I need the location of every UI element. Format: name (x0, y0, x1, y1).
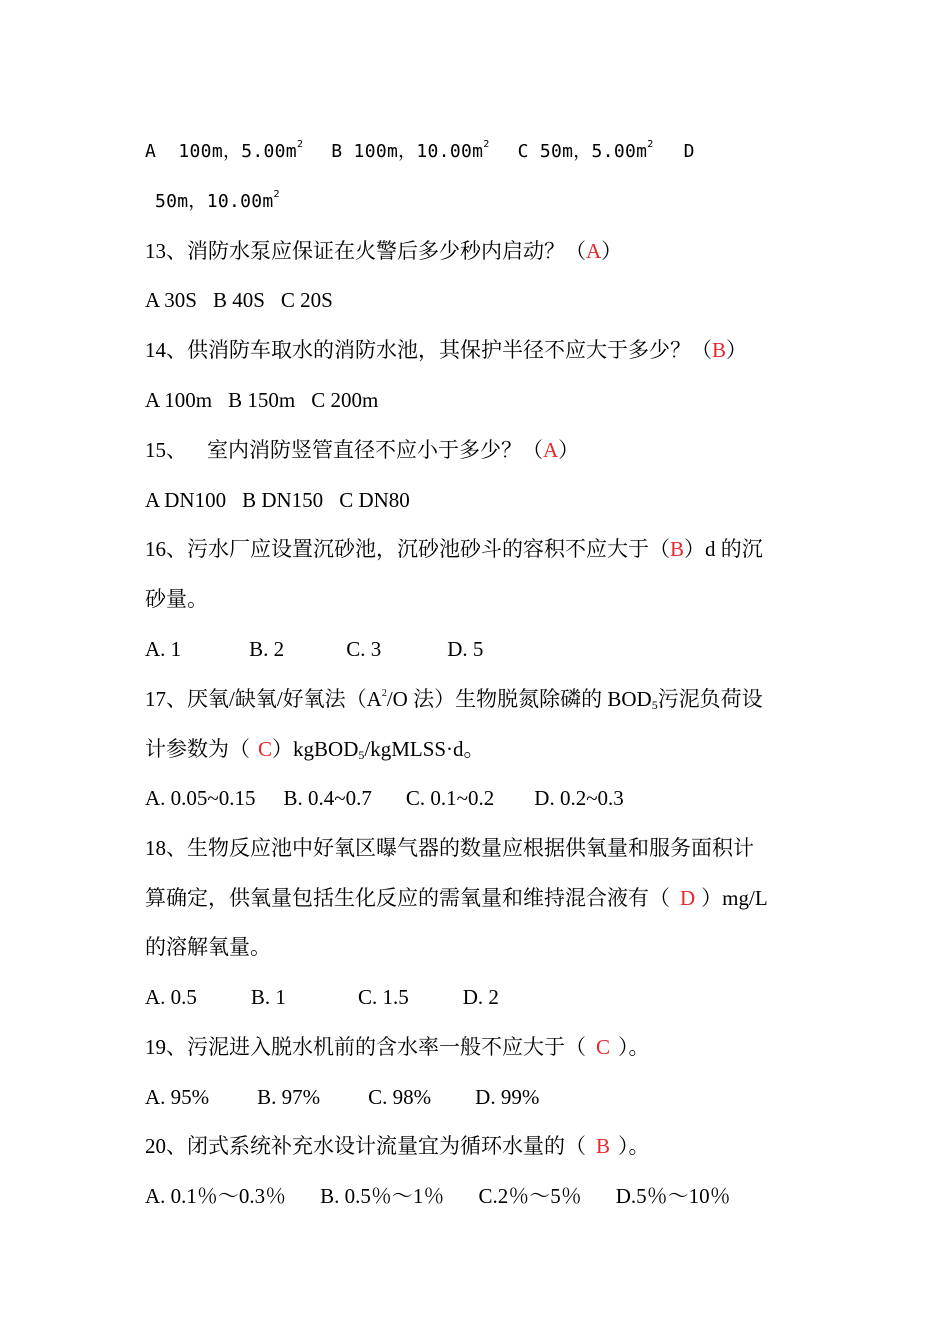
question-15: 15、 室内消防竖管直径不应小于多少？（A） (145, 438, 580, 462)
question-16-line2: 砂量。 (145, 587, 208, 611)
option: C. 1.5 (357, 985, 409, 1009)
option: D. 5 (447, 637, 484, 661)
options-16 (145, 634, 810, 664)
question-18-line3: 的溶解氧量。 (145, 935, 271, 959)
option: C DN80 (339, 488, 410, 512)
option: D. 0.2~0.3 (534, 786, 624, 810)
option: A. 0.1％～0.3％ (145, 1184, 287, 1208)
option: A. 0.05~0.15 (145, 786, 256, 810)
option: A DN100 (145, 488, 227, 512)
answer-18: D (680, 886, 696, 910)
q12-options-line2: 50m，$10.00m^2$ (155, 189, 280, 212)
option: C. 0.1~0.2 (405, 786, 495, 810)
answer-20: B (596, 1134, 611, 1158)
answer-16: B (670, 537, 685, 561)
option: B. 97% (257, 1085, 321, 1109)
options-15 (145, 485, 810, 515)
question-18-line2: 算确定，供氧量包括生化反应的需氧量和维持混合液有（ D ）mg/L (145, 886, 768, 910)
question-20: 20、闭式系统补充水设计流量宜为循环水量的（ B ）。 (145, 1134, 650, 1158)
option: B. 1 (250, 985, 286, 1009)
answer-17: C (258, 737, 273, 761)
q12-option-a: A 100m，$5.00m^2$ (145, 139, 304, 162)
option: C. 98% (368, 1085, 432, 1109)
options-14 (145, 385, 810, 415)
answer-14: B (712, 338, 727, 362)
option: A. 95% (145, 1085, 210, 1109)
option: B 40S (212, 288, 265, 312)
option: A. 0.5 (145, 985, 197, 1009)
options-19 (145, 1082, 810, 1112)
option: B DN150 (242, 488, 324, 512)
answer-15: A (543, 438, 559, 462)
options-17 (145, 783, 810, 813)
question-17-line2: 计参数为（ C）kgBOD$_5$/kgMLSS·d。 (145, 737, 485, 762)
option: B. 0.5％～1％ (320, 1184, 445, 1208)
option: C 20S (280, 288, 333, 312)
option: D.5％～10％ (615, 1184, 731, 1208)
option: D. 2 (462, 985, 499, 1009)
option: B 150m (228, 388, 296, 412)
q12-options-line1 (145, 137, 810, 167)
q12-option-c: C 50m，$5.00m^2$ (517, 139, 654, 162)
q12-option-d: D (683, 141, 695, 162)
answer-19: C (596, 1035, 611, 1059)
option: A. 1 (145, 637, 182, 661)
answer-13: A (586, 239, 602, 263)
option: C.2％～5％ (478, 1184, 582, 1208)
option: A 30S (145, 288, 197, 312)
option: C 200m (311, 388, 379, 412)
option: C. 3 (346, 637, 382, 661)
options-20 (145, 1181, 810, 1211)
options-18 (145, 982, 810, 1012)
options-13 (145, 285, 810, 315)
q12-option-b: B 100m，$10.00m^2$ (331, 139, 490, 162)
question-18: 18、生物反应池中好氧区曝气器的数量应根据供氧量和服务面积计 (145, 836, 754, 860)
option: B. 0.4~0.7 (283, 786, 372, 810)
question-14: 14、供消防车取水的消防水池，其保护半径不应大于多少？（B） (145, 338, 748, 362)
option: D. 99% (475, 1085, 540, 1109)
option: B. 2 (249, 637, 285, 661)
question-17: 17、厌氧/缺氧/好氧法（$A^2/O$ 法）生物脱氮除磷的 $BOD_5$污泥负荷设 (145, 687, 763, 712)
option: A 100m (145, 388, 213, 412)
question-19: 19、污泥进入脱水机前的含水率一般不应大于（ C ）。 (145, 1035, 650, 1059)
question-13: 13、消防水泵应保证在火警后多少秒内启动？（A） (145, 239, 623, 263)
question-16: 16、污水厂应设置沉砂池，沉砂池砂斗的容积不应大于（B）d 的沉 (145, 537, 763, 561)
